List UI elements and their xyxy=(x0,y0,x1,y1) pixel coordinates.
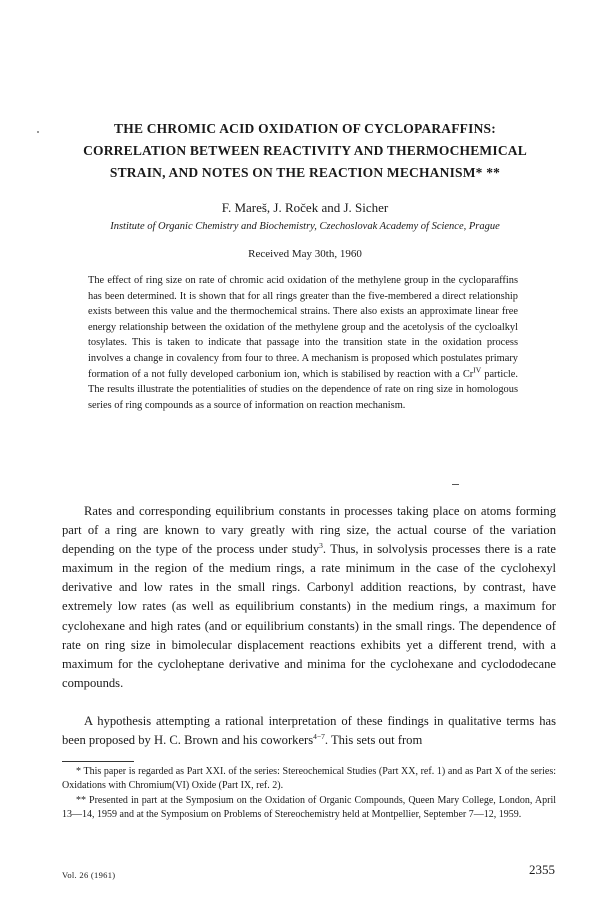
abstract-superscript: IV xyxy=(473,365,482,375)
article-title xyxy=(40,118,570,184)
abstract-text-b: particle. The results illustrate the potentialities of studies on the dependence of rate on ring size in homologous series of ring compounds as a source of information on reaction mechanism. xyxy=(88,368,519,411)
para2-text-a: A hypothesis attempting a rational interpretation of these findings in qualitative terms has been proposed by H. C. Brown and his coworkers xyxy=(62,714,556,748)
body-paragraph-1 xyxy=(62,502,556,693)
abstract-text-a: The effect of ring size on rate of chromic acid oxidation of the methylene group in the cycloparaffins has been determined. It is shown that for all rings greater than the five-membered a direct relationship exists between this value and the thermochemical strains. There also exists an approximate linear free energy relationship between the oxidation of the methylene group and the acetolysis of the cycloalkyl tosylates. This is taken to indicate that passage into the transition state in the oxidation process involves a change in covalency from four to three. A mechanism is proposed which postulates primary formation of a not fully developed carbonium ion, which is stabilised by reaction with a Cr xyxy=(88,275,518,380)
separator-dash xyxy=(452,484,459,485)
title-line-2: CORRELATION BETWEEN REACTIVITY AND THERMOCHEMICAL xyxy=(83,143,527,158)
margin-mark xyxy=(37,131,39,133)
abstract xyxy=(88,273,518,413)
para1-reference: 3 xyxy=(319,541,323,550)
para1-text-a: Rates and corresponding equilibrium constants in processes taking place on atoms forming part of a ring are known to vary greatly with ring size, the actual course of the variation depending on the type of the process under study xyxy=(62,504,556,557)
title-line-3: STRAIN, AND NOTES ON THE REACTION MECHANISM* ** xyxy=(109,165,501,180)
para2-text-b: . This sets out from xyxy=(324,733,423,748)
footnote-2: ** Presented in part at the Symposium on the Oxidation of Organic Compounds, Queen Mary College, London, April 13—14, 1959 and at the Symposium on Problems of Stereochemistry held at Montpellier, September 7—12, 1959. xyxy=(62,795,556,820)
authors: F. Mareš, J. Roček and J. Sicher xyxy=(221,200,389,215)
received-date: Received May 30th, 1960 xyxy=(248,248,362,260)
title-line-1: THE CHROMIC ACID OXIDATION OF CYCLOPARAFFINS: xyxy=(114,121,496,136)
body-paragraph-2 xyxy=(62,712,556,750)
journal-volume: Vol. 26 (1961) xyxy=(62,870,116,880)
para1-text-b: . Thus, in solvolysis processes there is a rate maximum in the region of the medium rings, a rate minimum in the case of the cyclohexyl derivative and low rates in the small rings. Carbonyl addition reactions, by contrast, have extremely low rates (as well as equilibrium constants) in the medium rings, a maximum for cyclohexane and high rates (and or equilibrium constants) in the small rings. The dependence of rate on ring size in bimolecular displacement reactions exhibits yet a different trend, with a maximum for the cycloheptane derivative and minima for the cyclohexane and cyclododecane compounds. xyxy=(62,542,556,690)
footnote-1: * This paper is regarded as Part XXI. of the series: Stereochemical Studies (Part XX, ref. 1) and as Part X of the series: Oxidations with Chromium(VI) Oxide (Part IX, ref. 2). xyxy=(62,766,556,791)
footnote-rule xyxy=(62,761,134,762)
affiliation: Institute of Organic Chemistry and Biochemistry, Czechoslovak Academy of Science, Prague xyxy=(110,221,500,232)
page-number: 2355 xyxy=(529,862,555,877)
para2-reference: 4−7 xyxy=(313,731,325,741)
